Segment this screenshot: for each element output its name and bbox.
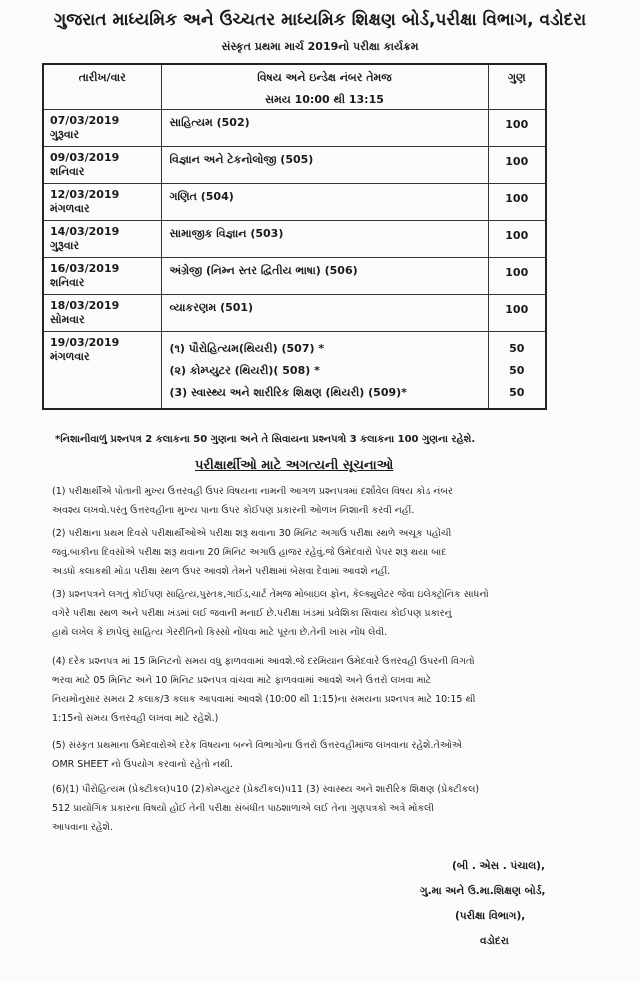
exam-day: શનિવાર [50, 276, 85, 289]
exam-schedule-table [42, 63, 547, 410]
exam-day: મંગળવાર [50, 350, 90, 363]
exam-date: 16/03/2019 [50, 262, 120, 275]
exam-subject: (૨) કોમ્પ્યુટર (થિયરી)( 508) * [169, 364, 320, 377]
signatory-city: વડોદરા [480, 935, 509, 947]
header-date: તારીખ/વાર [43, 64, 161, 110]
instruction-item: (3) પ્રશ્નપત્રને લગતું કોઈપણ સાહિત્ય,પુસ્તક,ગાઈડ,ચાર્ટ તેમજ મોબાઇલ ફોન, કેલ્ક્યુલેટર જેવા ઇલેક્ટ્રોનિક સાધનો વગેરે પરીક્ષા સ્થળ અને પરીક્ષા ખંડમાં લઈ જવાની મનાઈ છે.પરીક્ષા ખંડમાં પ્રવેશિકા સિવાય કોઈપણ પ્રકારનું હાથે લખેલ કે છાપેલું સાહિત્ય ગેરરીતિનો કિસ્સો નોંધવા માટે પૂરતા છે.તેની ખાસ નોંધ લેવી. [52, 589, 489, 638]
signatory-department: (પરીક્ષા વિભાગ), [455, 910, 526, 922]
table-row [43, 332, 546, 410]
board-title: ગુજરાત માધ્યમિક અને ઉચ્ચતર માધ્યમિક શિક્ષણ બોર્ડ,પરીક્ષા વિભાગ, વડોદરા [53, 10, 587, 30]
exam-subject: ગણિત (504) [169, 190, 234, 203]
instruction-item: (4) દરેક પ્રશ્નપત્ર માં 15 મિનિટનો સમય વધુ ફાળવવામાં આવશે.જે દરમિયાન ઉમેદવારે ઉત્તરવહી ઉપરની વિગતો ભરવા માટે 05 મિનિટ અને 10 મિનિટ પ્રશ્નપત્ર વાંચવા માટે ફાળવવામાં આવશે અને ઉત્તરો લખવા માટે નિયમોનુસાર સમય 2 કલાક/3 કલાક આપવામાં આવશે (10:00 થી 1:15)ના સમયના પ્રશ્નપત્ર માટે 10:15 થી 1:15નો સમય ઉત્તરવહી લખવા માટે રહેશે.) [52, 656, 476, 724]
exam-marks: 100 [505, 118, 529, 131]
exam-day: મંગળવાર [50, 202, 90, 215]
table-row [43, 184, 546, 221]
exam-marks: 50 [509, 386, 525, 399]
exam-subject: અંગ્રેજી (નિમ્ન સ્તર દ્વિતીય ભાષા) (506) [169, 264, 358, 277]
exam-marks: 50 [509, 364, 525, 377]
exam-marks: 100 [505, 266, 529, 279]
instruction-item: (1) પરીક્ષાર્થીએ પોતાની મુખ્ય ઉત્તરવહી ઉપર વિષયના નામની આગળ પ્રશ્નપત્રમાં દર્શાવેલ વિષય કોડ નંબર અવશ્ય લખવો.પરંતુ ઉત્તરવહીના મુખ્ય પાના ઉપર કોઈપણ પ્રકારની ઓળખ નિશાની કરવી નહીં. [52, 486, 453, 516]
header-marks: ગુણ [488, 64, 546, 110]
exam-subject: (૧) પૌરોહિત્યમ(થિયરી) (507) * [169, 342, 325, 355]
table-row [43, 147, 546, 184]
instruction-item: (5) સંસ્કૃત પ્રથમાના ઉમેદવારોએ દરેક વિષયના બન્ને વિભાગોના ઉત્તરો ઉત્તરવહીમાંજ લખવાના રહેશે.તેઓએ OMR SHEET નો ઉપયોગ કરવાનો રહેતો નથી. [52, 740, 462, 770]
header-time: સમય 10:00 થી 13:15 [265, 93, 384, 106]
exam-date: 09/03/2019 [50, 151, 120, 164]
exam-day: ગુરૂવાર [50, 128, 80, 141]
signatory-office: ગુ.મા અને ઉ.મા.શિક્ષણ બોર્ડ, [420, 885, 546, 897]
exam-schedule-title: સંસ્કૃત પ્રથમા માર્ચ 2019નો પરીક્ષા કાર્યક્રમ [221, 40, 419, 53]
exam-subject: વિજ્ઞાન અને ટેકનોલોજી (505) [169, 153, 314, 166]
header-subject: વિષય અને ઇન્ડેક્ષ નંબર તેમજ સમય 10:00 થી 13:15 [161, 64, 488, 110]
exam-subject: સામાજીક વિજ્ઞાન (503) [169, 227, 284, 240]
exam-date: 12/03/2019 [50, 188, 120, 201]
exam-date: 07/03/2019 [50, 114, 120, 127]
exam-marks: 100 [505, 229, 529, 242]
instruction-item: (6)(1) પૌરોહિત્યમ (પ્રેક્ટીકલ)પ10 (2)કોમ્પ્યુટર (પ્રેક્ટીકલ)પ11 (3) સ્વાસ્થ્ય અને શારીરિક શિક્ષણ (પ્રેક્ટીકલ) 512 પ્રાયોગિક પ્રકારના વિષયો હોઈ તેની પરીક્ષા સંબંધીત પાઠશાળાએ લઈ તેના ગુણપત્રકો અત્રે મોકલી આપવાના રહેશે. [52, 784, 480, 833]
exam-marks: 100 [505, 192, 529, 205]
exam-subject: વ્યાકરણમ (501) [169, 301, 254, 314]
exam-subject: સાહિત્યમ (502) [169, 116, 250, 129]
exam-marks: 100 [505, 155, 529, 168]
exam-marks: 50 [509, 342, 525, 355]
exam-day: શનિવાર [50, 165, 85, 178]
exam-day: સોમવાર [50, 313, 85, 326]
instructions-title: પરીક્ષાર્થીઓ માટે અગત્યની સૂચનાઓ [195, 458, 394, 473]
table-row [43, 110, 546, 147]
exam-date: 19/03/2019 [50, 336, 120, 349]
asterisk-note: *નિશાનીવાળું પ્રશ્નપત્ર 2 કલાકના 50 ગુણના અને તે સિવાયના પ્રશ્નપત્રો 3 કલાકના 100 ગુણના રહેશે. [55, 434, 476, 445]
signatory-name: (બી . એસ . પંચાલ), [452, 860, 545, 872]
exam-marks: 100 [505, 303, 529, 316]
instruction-item: (2) પરીક્ષાના પ્રથમ દિવસે પરીક્ષાર્થીઓએ પરીક્ષા શરૂ થવાના 30 મિનિટ અગાઉ પરીક્ષા સ્થળે અચૂક પહોંચી જવું.બાકીના દિવસોએ પરીક્ષા શરૂ થવાના 20 મિનિટ અગાઉ હાજર રહેવું.જે ઉમેદવારો પેપર શરૂ થયા બાદ અડધો કલાકથી મોડા પરીક્ષા સ્થળ ઉપર આવશે તેમને પરીક્ષામાં બેસવા દેવામાં આવશે નહીં. [52, 528, 452, 577]
table-row [43, 258, 546, 295]
exam-subject: (3) સ્વાસ્થ્ય અને શારીરિક શિક્ષણ (થિયરી) (509)* [169, 386, 407, 399]
exam-date: 14/03/2019 [50, 225, 120, 238]
table-row [43, 221, 546, 258]
table-row [43, 295, 546, 332]
exam-date: 18/03/2019 [50, 299, 120, 312]
exam-day: ગુરૂવાર [50, 239, 80, 252]
